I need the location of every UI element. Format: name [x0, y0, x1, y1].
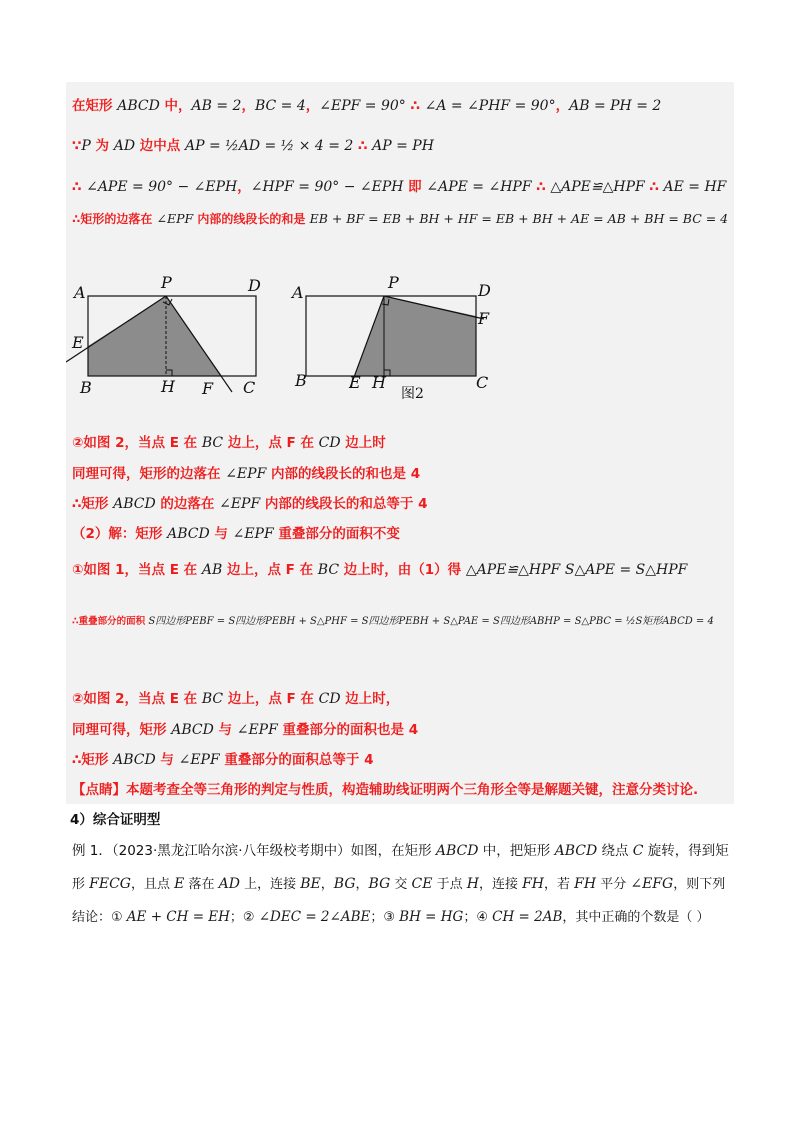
line-1-segment: ∠EPF = 90° — [319, 98, 406, 114]
fig1-label-p: P — [161, 273, 172, 292]
fig2-shaded-region — [354, 296, 476, 376]
solution-line-4 — [72, 209, 728, 229]
figure-1 — [66, 273, 261, 398]
line-13-segment: ∠EPF — [178, 752, 220, 768]
solution-line-5 — [72, 433, 386, 453]
solution-line-7 — [72, 494, 428, 514]
line-10-segment: ∴重叠部分的面积 — [72, 616, 149, 627]
line-4-segment: EB + BF = EB + BH + HF = EB + BH + AE = AB + BH = BC = 4 — [309, 211, 729, 226]
line-5-segment: BC — [201, 435, 224, 451]
line-3-segment: ， — [237, 179, 251, 195]
line-12-segment: 与 — [213, 722, 237, 738]
line-1-segment: AB = PH = 2 — [569, 98, 662, 114]
line-5-segment: CD — [318, 435, 341, 451]
line-4-segment: 内部的线段长的和是 — [193, 212, 310, 226]
line-1-segment: AB = 2 — [191, 98, 242, 114]
fig1-label-b: B — [80, 378, 92, 397]
solution-line-1 — [72, 96, 661, 116]
line-2-segment: AP = PH — [372, 138, 434, 154]
line-6-segment: 同理可得，矩形的边落在 — [72, 466, 226, 482]
line-9-segment: BC — [317, 562, 340, 578]
fig1-label-d: D — [248, 276, 261, 295]
example-line-1: 例 1．（2023·黑龙江哈尔滨·八年级校考期中）如图，在矩形 ABCD 中，把矩形 ABCD 绕点 C 旋转，得到矩 — [72, 843, 729, 859]
line-8-segment: （2）解：矩形 — [72, 526, 168, 542]
line-3-segment: AE = HF — [663, 179, 727, 195]
line-12-segment: ∠EPF — [236, 722, 278, 738]
fig2-label-p: P — [388, 273, 399, 292]
line-13-segment: 与 — [155, 752, 179, 768]
line-5-segment: 边上时 — [340, 435, 386, 451]
line-13-segment: ∴矩形 — [72, 752, 114, 768]
fig1-label-h: H — [161, 377, 175, 396]
line-9-segment: AB — [201, 562, 223, 578]
line-1-segment: ， — [555, 98, 570, 114]
solution-line-3 — [72, 177, 726, 197]
line-8-segment: 重叠部分的面积不变 — [273, 526, 400, 542]
fig2-label-d: D — [478, 281, 491, 300]
line-5-segment: 边上，点 F 在 — [223, 435, 319, 451]
line-2-segment: P — [81, 138, 91, 154]
line-1-segment: ∴ — [405, 98, 425, 114]
line-13-segment: ABCD — [113, 752, 156, 768]
line-2-segment: AD — [113, 138, 136, 154]
line-8-segment: 与 — [209, 526, 233, 542]
line-7-segment: ∠EPF — [219, 496, 261, 512]
example-line-2: 形 FECG，且点 E 落在 AD 上，连接 BE，BG，BG 交 CE 于点 H，连接 FH，若 FH 平分 ∠EFG，则下列 — [72, 876, 726, 892]
fig1-shaded-region — [88, 296, 222, 376]
line-3-segment: ∠APE = ∠HPF — [426, 179, 532, 195]
line-7-segment: 的边落在 — [155, 496, 220, 512]
line-12-segment: 同理可得，矩形 — [72, 722, 172, 738]
line-9-segment: △APE≌△HPF — [465, 562, 561, 578]
line-2-segment: ∴ — [353, 138, 373, 154]
solution-line-8 — [72, 524, 400, 544]
line-6-segment: ∠EPF — [225, 466, 267, 482]
geometry-figures — [66, 264, 526, 414]
line-1-segment: ABCD — [117, 98, 160, 114]
fig2-label-a: A — [292, 283, 304, 302]
line-3-segment: ∴ — [644, 179, 664, 195]
line-2-segment: ∵ — [72, 138, 82, 154]
fig1-label-a: A — [74, 283, 86, 302]
fig2-label-c: C — [476, 373, 489, 392]
solution-line-11 — [72, 689, 399, 709]
line-4-segment: ∴矩形的边落在 — [72, 212, 157, 226]
solution-comment — [72, 780, 698, 800]
line-2-segment: 边中点 — [135, 138, 185, 154]
line-5-segment: ②如图 2，当点 E 在 — [72, 435, 202, 451]
solution-line-2 — [72, 136, 434, 156]
line-4-segment: ∠EPF — [156, 211, 194, 226]
line-11-segment: 边上时， — [340, 691, 400, 707]
line-9-segment: 边上时，由（1）得 — [339, 562, 466, 578]
figure-2 — [290, 273, 491, 402]
line-13-segment: 重叠部分的面积总等于 4 — [219, 752, 374, 768]
line-7-segment: ∴矩形 — [72, 496, 114, 512]
solution-line-6 — [72, 464, 420, 484]
line-14-segment: 本题考查全等三角形的判定与性质，构造辅助线证明两个三角形全等是解题关键，注意分类讨论. — [126, 782, 699, 798]
solution-line-12 — [72, 720, 418, 740]
fig2-label-b: B — [295, 371, 307, 390]
line-10-segment: S四边形PEBF = S四边形PEBH + S△PHF = S四边形PEBH + S△PAE = S四边形ABHP = S△PBC = ½S矩形ABCD = 4 — [148, 616, 714, 627]
line-1-segment: 在矩形 — [72, 98, 118, 114]
fig1-label-c: C — [243, 378, 256, 397]
line-8-segment: ABCD — [167, 526, 210, 542]
line-11-segment: 边上，点 F 在 — [223, 691, 319, 707]
line-3-segment: ∠HPF = 90° − ∠EPH — [250, 179, 404, 195]
line-9-segment: 边上，点 F 在 — [222, 562, 318, 578]
line-1-segment: ， — [305, 98, 320, 114]
fig2-label-h: H — [372, 373, 386, 392]
line-11-segment: BC — [201, 691, 224, 707]
line-14-segment: 【点睛】 — [72, 782, 126, 798]
line-12-segment: ABCD — [171, 722, 214, 738]
example-line-3: 结论：① AE + CH = EH；② ∠DEC = 2∠ABE；③ BH = HG；④ CH = 2AB，其中正确的个数是（ ） — [72, 909, 710, 925]
solution-line-9 — [72, 560, 687, 580]
line-3-segment: ∠APE = 90° − ∠EPH — [86, 179, 238, 195]
fig2-label-f: F — [478, 309, 490, 328]
line-1-segment: BC = 4 — [254, 98, 306, 114]
line-6-segment: 内部的线段长的和也是 4 — [266, 466, 421, 482]
solution-line-13 — [72, 750, 374, 770]
line-3-segment: △APE≌△HPF — [550, 179, 645, 195]
line-11-segment: CD — [318, 691, 341, 707]
solution-line-10 — [72, 612, 714, 632]
section-title: 4）综合证明型 — [70, 812, 161, 828]
line-7-segment: ABCD — [113, 496, 156, 512]
line-1-segment: 中， — [159, 98, 192, 114]
line-8-segment: ∠EPF — [232, 526, 274, 542]
fig2-caption: 图2 — [401, 386, 424, 402]
fig1-label-f: F — [202, 379, 214, 398]
line-3-segment: ∴ — [72, 179, 87, 195]
fig1-label-e: E — [72, 333, 84, 352]
figure-svg — [66, 264, 526, 414]
line-1-segment: ∠A = ∠PHF = 90° — [424, 98, 556, 114]
line-2-segment: 为 — [90, 138, 114, 154]
line-11-segment: ②如图 2，当点 E 在 — [72, 691, 202, 707]
line-9-segment: ①如图 1，当点 E 在 — [72, 562, 202, 578]
line-12-segment: 重叠部分的面积也是 4 — [277, 722, 419, 738]
line-7-segment: 内部的线段长的和总等于 4 — [260, 496, 428, 512]
line-3-segment: ∴ — [531, 179, 551, 195]
line-9-segment: S△APE = S△HPF — [564, 562, 688, 578]
line-2-segment: AP = ½AD = ½ × 4 = 2 — [184, 138, 354, 154]
line-3-segment: 即 — [403, 179, 427, 195]
fig2-label-e: E — [349, 373, 361, 392]
line-1-segment: ， — [241, 98, 255, 114]
